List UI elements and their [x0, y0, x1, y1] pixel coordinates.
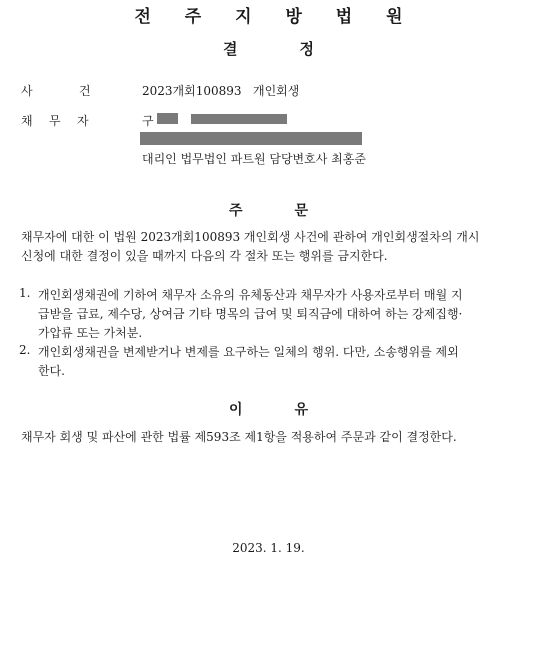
reason-heading-char: 유 [294, 402, 309, 418]
order-item-number: 2. [19, 343, 31, 357]
order-item-line: 한다. [38, 364, 65, 378]
debtor-label-char: 채 [21, 114, 33, 128]
order-item [38, 286, 463, 343]
document-title [0, 38, 537, 59]
decision-date: 2023. 1. 19. [232, 541, 305, 555]
redacted-name-block [157, 113, 178, 124]
order-item [38, 343, 459, 381]
debtor-label-char: 자 [77, 114, 89, 128]
order-paragraph [21, 228, 531, 266]
representative: 대리인 법무법인 파트원 담당변호사 최홍준 [142, 152, 366, 166]
order-heading-char: 문 [294, 203, 309, 219]
document-title-char: 정 [299, 40, 314, 58]
case-label-char: 사 [21, 84, 33, 98]
order-item-line: 개인회생채권에 기하여 채무자 소유의 유체동산과 채무자가 사용자로부터 매월 지 [38, 288, 463, 302]
order-heading [0, 200, 537, 220]
reason-paragraph: 채무자 회생 및 파산에 관한 법률 제593조 제1항을 적용하여 주문과 같이 결정한다. [21, 430, 457, 444]
order-item-line: 가압류 또는 가처분. [38, 326, 143, 340]
reason-heading-char: 이 [228, 402, 243, 418]
debtor-name-prefix: 구 [142, 114, 154, 128]
order-item-line: 급받을 급료, 제수당, 상여금 기타 명목의 급여 및 퇴직금에 대하여 하는 강제집행· [38, 307, 463, 321]
redacted-id-block [191, 114, 287, 124]
debtor-label [21, 112, 105, 129]
case-label-char: 건 [79, 84, 91, 98]
order-item-line: 개인회생채권을 변제받거나 변제를 요구하는 일체의 행위. 다만, 소송행위를 제외 [38, 345, 459, 359]
debtor-label-char: 무 [49, 114, 61, 128]
court-name: 전 주 지 방 법 원 [134, 7, 417, 27]
order-line: 채무자에 대한 이 법원 2023개회100893 개인회생 사건에 관하여 개인회생절차의 개시 [21, 230, 480, 244]
order-line: 신청에 대한 결정이 있을 때까지 다음의 각 절차 또는 행위를 금지한다. [21, 249, 388, 263]
document-title-char: 결 [223, 40, 238, 58]
case-value [142, 82, 299, 99]
case-type: 개인회생 [253, 84, 300, 98]
redacted-address-block [140, 132, 362, 145]
order-item-number: 1. [19, 286, 31, 300]
case-label [21, 82, 107, 99]
order-heading-char: 주 [228, 203, 243, 219]
case-number: 2023개회100893 [142, 84, 242, 98]
reason-heading [0, 399, 537, 419]
